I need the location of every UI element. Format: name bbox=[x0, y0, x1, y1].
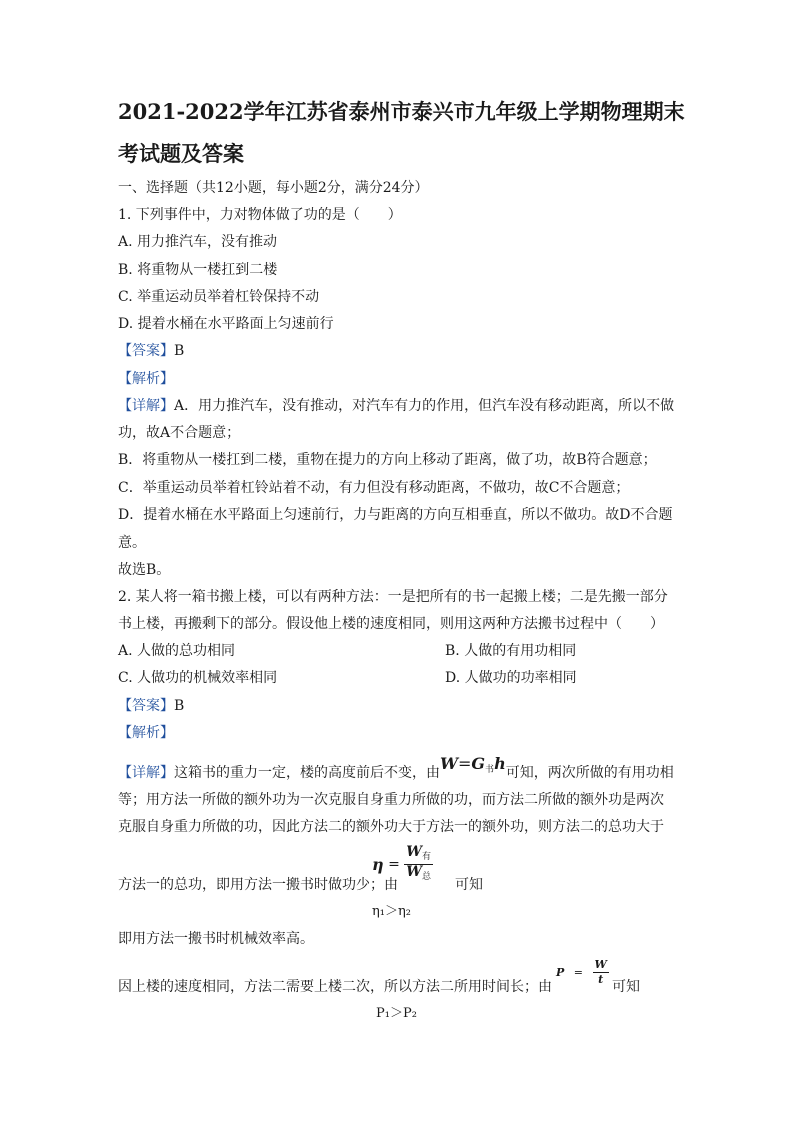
q1-conclusion: 故选B。 bbox=[118, 562, 171, 578]
q1-detail-line2: 功，故A不合题意； bbox=[118, 425, 241, 441]
q1-answer-value: B bbox=[174, 343, 185, 359]
q1-detail-line1 bbox=[118, 396, 674, 416]
formula-useful-sub: 有 bbox=[422, 852, 432, 862]
formula-eta: η bbox=[372, 855, 384, 874]
formula-eq: = bbox=[388, 856, 400, 873]
q2-answer bbox=[118, 696, 184, 716]
q2-detail-line4: 方法一的总功，即用方法一搬书时做功少；由 bbox=[118, 877, 398, 893]
answer-tag: 【答案】 bbox=[118, 343, 174, 359]
power-comparison: P₁＞P₂ bbox=[376, 1006, 417, 1021]
formula-g-sub: 书 bbox=[485, 765, 495, 775]
power-fraction bbox=[593, 958, 609, 987]
q2-option-d: D. 人做功的功率相同 bbox=[445, 670, 577, 686]
q2-stem-line2: 书上楼，再搬剩下的部分。假设他上楼的速度相同，则用这两种方法搬书过程中（ ） bbox=[118, 616, 664, 632]
q2-detail-line2: 等；用方法一所做的额外功为一次克服自身重力所做的功，而方法二所做的额外功是两次 bbox=[118, 792, 664, 808]
section-heading: 一、选择题（共12小题，每小题2分，满分24分） bbox=[118, 180, 429, 196]
q2-detail-line1 bbox=[118, 754, 674, 788]
formula-w-useful: W bbox=[406, 844, 423, 860]
q2-detail-text1b: 可知，两次所做的有用功相 bbox=[505, 765, 674, 781]
eta-comparison: η₁＞η₂ bbox=[372, 904, 412, 919]
q2-option-c: C. 人做功的机械效率相同 bbox=[118, 670, 278, 686]
formula-w-total: W bbox=[406, 864, 423, 880]
q1-detail-line6: 意。 bbox=[118, 535, 146, 551]
q1-analysis-tag bbox=[118, 369, 174, 389]
q2-detail-line4-end: 可知 bbox=[455, 877, 483, 893]
formula-eq: = bbox=[457, 754, 472, 773]
detail-tag: 【详解】 bbox=[118, 765, 174, 781]
formula-w: W bbox=[594, 958, 607, 971]
q1-option-d: D. 提着水桶在水平路面上匀速前行 bbox=[118, 316, 334, 332]
q1-stem: 1. 下列事件中，力对物体做了功的是（ ） bbox=[118, 207, 402, 223]
answer-tag: 【答案】 bbox=[118, 698, 174, 714]
doc-title-line1: 2021-2022学年江苏省泰州市泰兴市九年级上学期物理期末 bbox=[118, 99, 685, 124]
analysis-tag: 【解析】 bbox=[118, 371, 174, 387]
q2-stem-line1: 2. 某人将一箱书搬上楼，可以有两种方法：一是把所有的书一起搬上楼；二是先搬一部分 bbox=[118, 589, 668, 605]
formula-h: h bbox=[494, 754, 506, 773]
q2-detail-line5: 即用方法一搬书时机械效率高。 bbox=[118, 931, 314, 947]
q1-option-a: A. 用力推汽车，没有推动 bbox=[118, 234, 278, 250]
formula-eq: = bbox=[573, 966, 583, 979]
q2-detail-line3: 克服自身重力所做的功，因此方法二的额外功大于方法一的额外功，则方法二的总功大于 bbox=[118, 819, 664, 835]
efficiency-fraction bbox=[404, 845, 433, 884]
formula-g: G bbox=[471, 754, 486, 773]
q1-detail-line5: D．提着水桶在水平路面上匀速前行，力与距离的方向互相垂直，所以不做功。故D不合题 bbox=[118, 507, 673, 523]
formula-t: t bbox=[598, 973, 604, 986]
formula-total-sub: 总 bbox=[422, 872, 432, 882]
q2-detail-line6-end: 可知 bbox=[612, 979, 640, 995]
q1-detail-line4: C．举重运动员举着杠铃站着不动，有力但没有移动距离，不做功，故C不合题意； bbox=[118, 480, 630, 496]
q2-option-a: A. 人做的总功相同 bbox=[118, 643, 236, 659]
q1-answer bbox=[118, 341, 184, 361]
work-formula bbox=[440, 754, 506, 773]
detail-tag: 【详解】 bbox=[118, 398, 174, 414]
q1-detail-text1: A．用力推汽车，没有推动，对汽车有力的作用，但汽车没有移动距离，所以不做 bbox=[174, 398, 675, 414]
q2-detail-line6: 因上楼的速度相同，方法二需要上楼二次，所以方法二所用时间长；由 bbox=[118, 979, 552, 995]
q1-option-b: B. 将重物从一楼扛到二楼 bbox=[118, 262, 278, 278]
q1-option-c: C. 举重运动员举着杠铃保持不动 bbox=[118, 289, 320, 305]
power-formula bbox=[556, 958, 609, 987]
formula-p: P bbox=[556, 966, 565, 979]
analysis-tag: 【解析】 bbox=[118, 725, 174, 741]
formula-w: W bbox=[440, 754, 458, 773]
q2-analysis-tag bbox=[118, 723, 174, 743]
q1-detail-line3: B．将重物从一楼扛到二楼，重物在提力的方向上移动了距离，做了功，故B符合题意； bbox=[118, 452, 657, 468]
q2-detail-text1a: 这箱书的重力一定，楼的高度前后不变，由 bbox=[174, 765, 440, 781]
q2-answer-value: B bbox=[174, 698, 185, 714]
doc-title-line2: 考试题及答案 bbox=[118, 141, 244, 166]
q2-option-b: B. 人做的有用功相同 bbox=[445, 643, 577, 659]
